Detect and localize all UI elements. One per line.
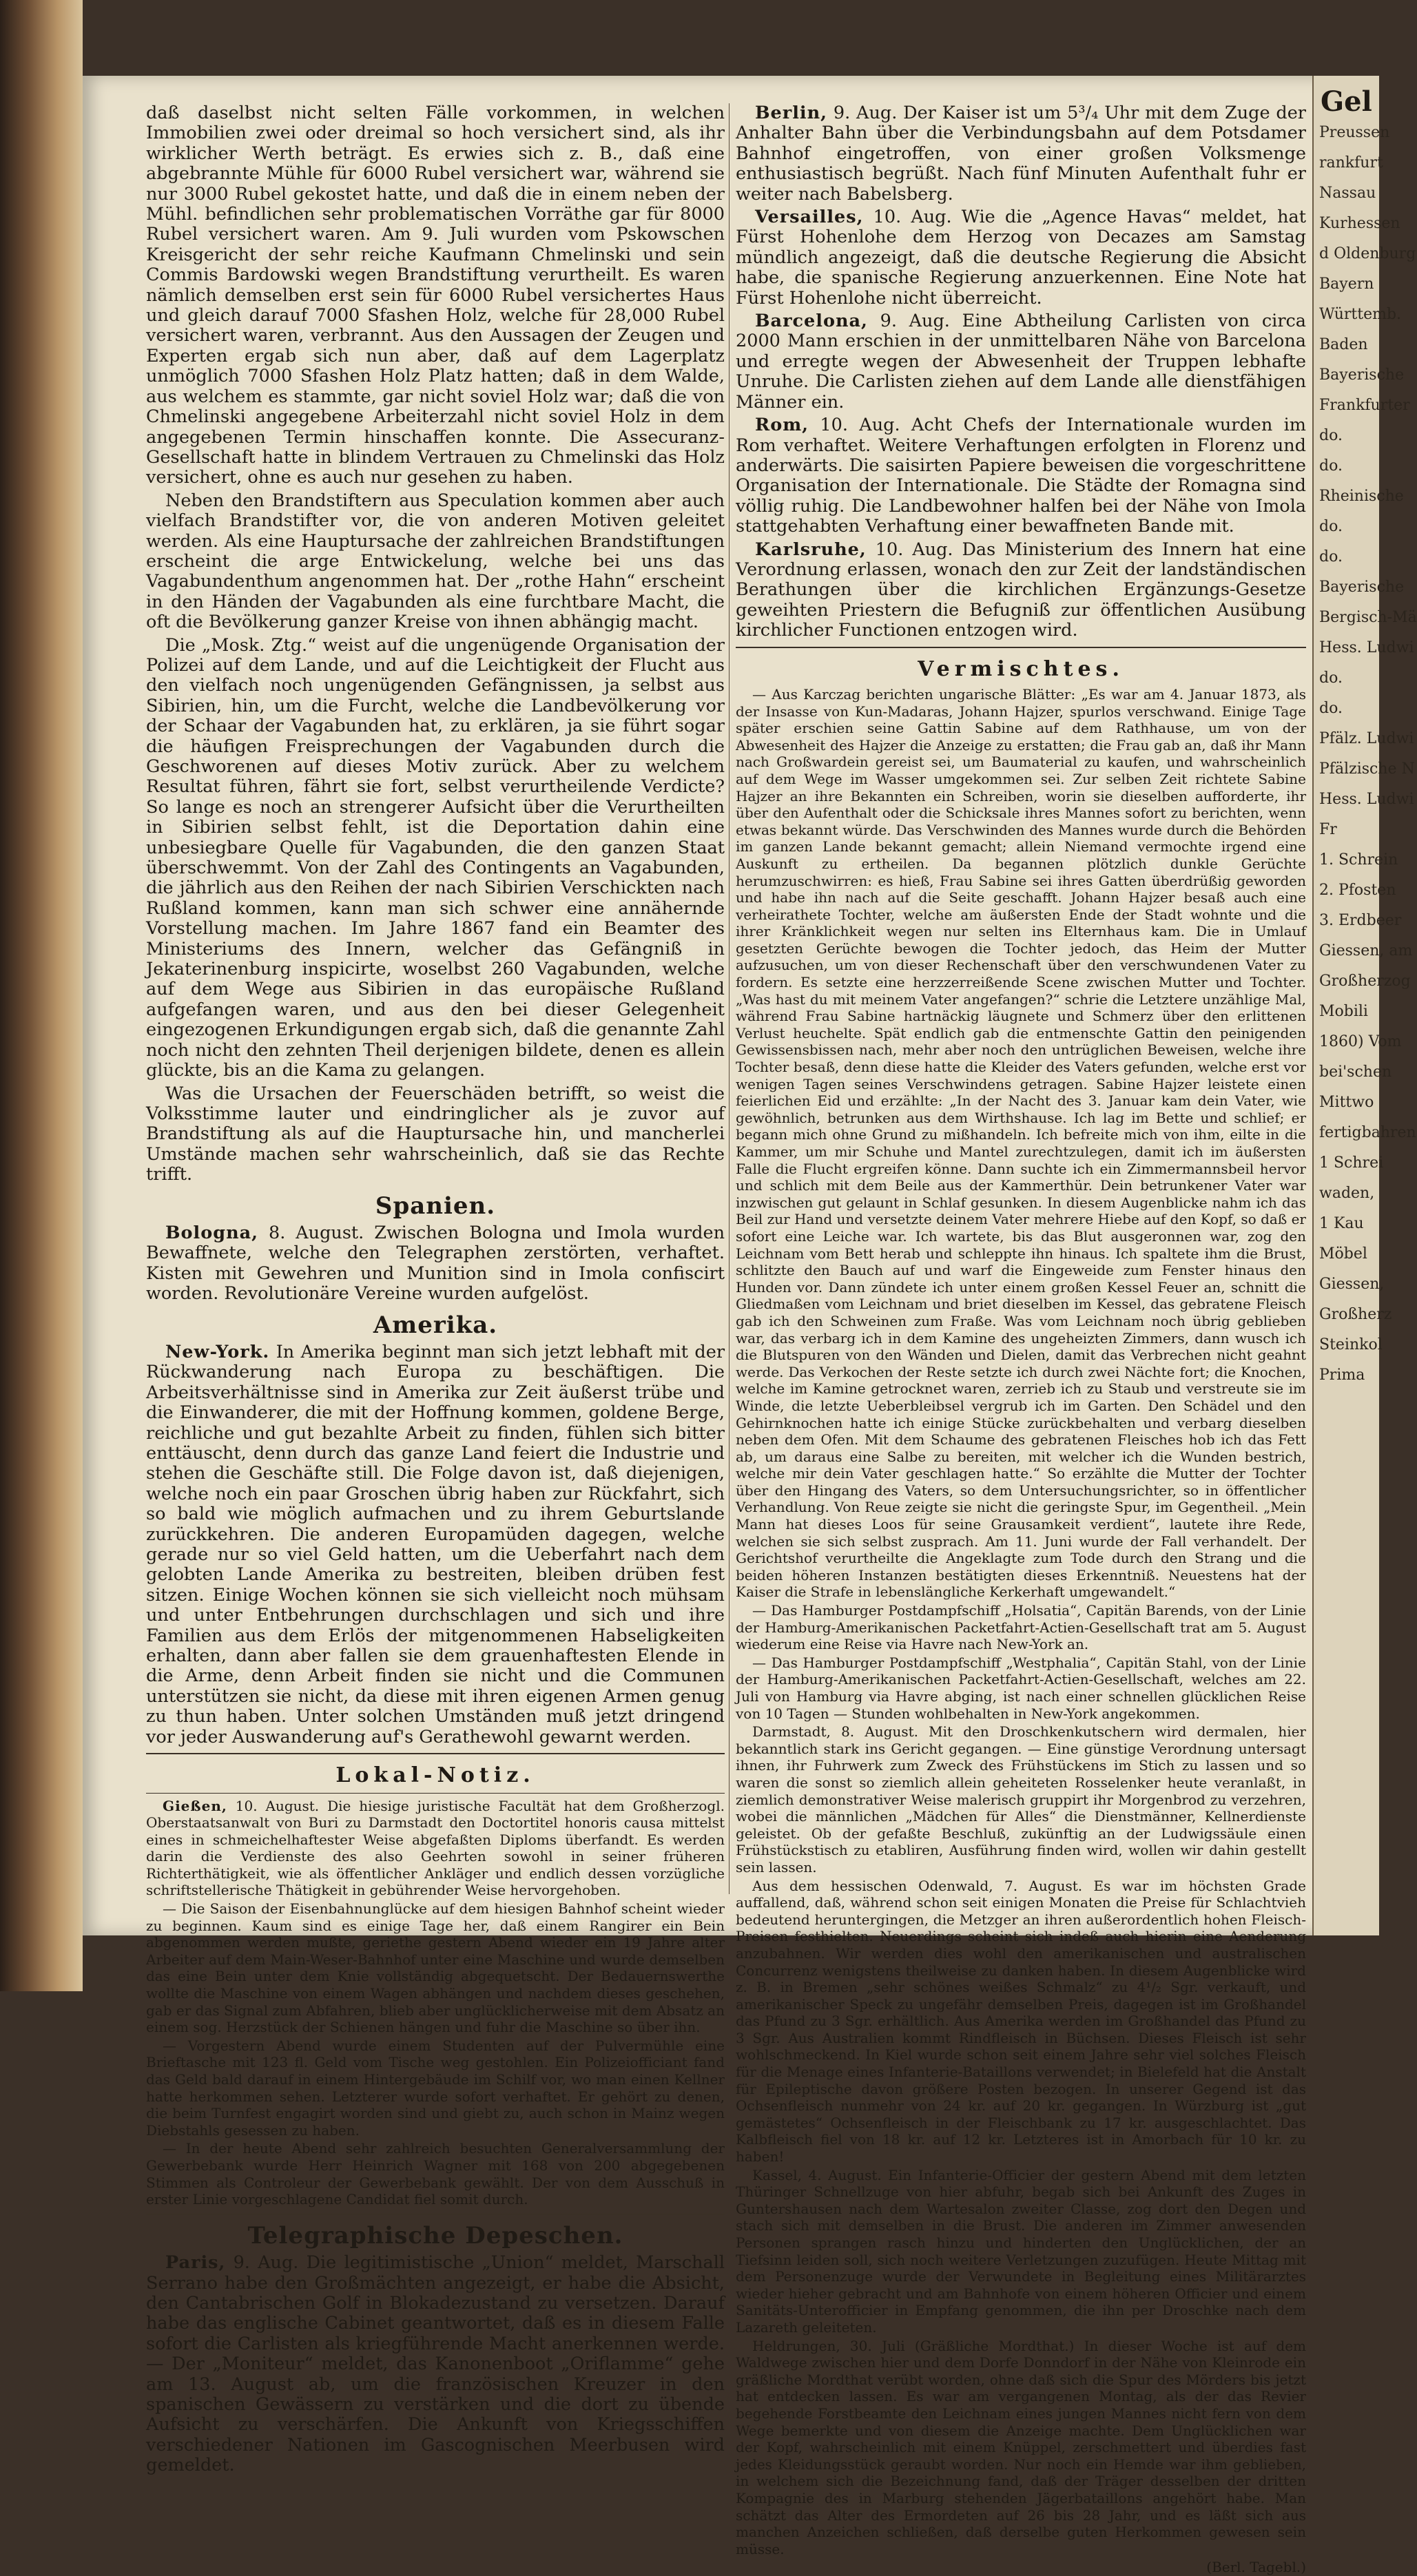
column-divider bbox=[729, 103, 730, 1894]
news-text: 10. Aug. Wie die „Agence Havas“ meldet, hat Fürst Hohenlohe dem Herzog von Decazes am Samstag mündlich angezeigt, daß die deutsche Regierung die Absicht habe, die spanische Regierung anzuerkennen. Eine Note hat Fürst Hohenlohe nicht überreicht. bbox=[736, 207, 1307, 309]
dateline-place: Versailles, bbox=[755, 207, 864, 228]
dateline-place: New-York. bbox=[165, 1341, 270, 1362]
news-text: 9. Aug. Eine Abtheilung Carlisten von circa 2000 Mann erschien in der unmittelbaren Nähe von Barcelona und erregte wegen der Abwesenheit der Truppen lebhafte Unruhe. Die Carlisten ziehen auf dem Lande alle dienstfähigen Männer ein. bbox=[736, 311, 1306, 413]
news-text: Aus dem hessischen Odenwald, 7. August. Es war im höchsten Grade auffallend, daß, während schon seit einigen Monaten die Preise für Schlachtvieh bedeutend heruntergingen, die Metzger an ihren außerordentlich hohen Fleisch-Preisen festhielten. Neuerdings scheint sich indeß auch hierin eine Aenderung anzubahnen. Wir werden dies wohl den amerikanischen und australischen Concurrenz wenigstens theilweise zu danken haben. In diesem Augenblicke wird z. B. in Bremen „sehr schönes weißes Schmalz“ zu 4¹/₂ Sgr. verkauft, und amerikanischer Speck zu ungefähr demselben Preis, dagegen ist im Großhandel das Pfund zu 3 Sgr. erhältlich. Aus Amerika werden im Großhandel das Pfund zu 3 Sgr. Aus Australien kommt Rindfleisch in Büchsen. Dieses Fleisch ist sehr wohlschmeckend. In Kiel wurde schon seit einem Jahre sehr viel solches Fleisch für die Menage eines Infanterie-Bataillons verwendet; in Bielefeld hat die Anstalt für Epileptische davon größere Posten bezogen. In unserer Gegend ist das Ochsenfleisch nunmehr von 24 kr. auf 20 kr. gegangen. In Würzburg ist „gut gemästetes“ Ochsenfleisch in der Fleischbank zu 17 kr. ausgeschlachtet. Das Kalbfleisch fiel von 18 kr. auf 12 kr. Letzteres ist in Amorbach für 10 kr. zu haben! bbox=[736, 1877, 1306, 2165]
edge-text-line: 1. Schrein bbox=[1319, 851, 1398, 869]
edge-text-line: Mobili bbox=[1319, 1003, 1368, 1020]
dateline-place: Berlin, bbox=[755, 103, 828, 123]
edge-text-line: do. bbox=[1319, 427, 1343, 444]
edge-text-line: Großherzog bbox=[1319, 973, 1411, 990]
news-text: — In der heute Abend sehr zahlreich besuchten Generalversammlung der Gewerbebank wurde Herr Heinrich Wagner mit 168 von 200 abgegebenen Stimmen als Controleur der Gewerbebank gewählt. Der von dem Ausschuß in erster Linie vorgeschlagene Candidat fiel somit durch. bbox=[146, 2140, 725, 2208]
edge-text-line: waden, bbox=[1319, 1185, 1375, 1202]
edge-text-list bbox=[1314, 118, 1417, 1391]
edge-text-line: Mittwo bbox=[1319, 1094, 1374, 1111]
edge-text-line: d Oldenburg bbox=[1319, 245, 1416, 262]
edge-text-line: Möbel bbox=[1319, 1245, 1367, 1263]
edge-text-line: fertigbahren bbox=[1319, 1124, 1416, 1141]
edge-text-line: Bayern bbox=[1319, 276, 1374, 293]
dateline-place: Paris, bbox=[165, 2252, 226, 2274]
edge-text-line: Baden bbox=[1319, 336, 1368, 353]
news-text: 10. Aug. Das Ministerium des Innern hat eine Verordnung erlassen, wonach den zur Zeit der landständischen Berathungen über die kirchlichen Ergänzungs-Gesetze geweihten Priestern die Befugniß zur öffentlichen Ausübung kirchlicher Functionen entzogen wird. bbox=[736, 539, 1306, 641]
news-text: Kassel, 4. August. Ein Infanterie-Officier der gestern Abend mit dem letzten Thüringer Schnellzuge von hier abfuhr, begab sich bei Ankunft des Zuges in Guntershausen nach dem Wartesalon zweiter Classe, zog dort den Degen und stach sich mit demselben in die Brust. Die anderen im Zimmer anwesenden Personen sprangen rasch hinzu und hinderten den Unglücklichen, der an Tiefsinn leiden soll, sich noch weitere Verletzungen zuzufügen. Heute Mittag mit dem Personenzuge wurde der Verwundete in Begleitung eines Militärarztes wieder hieher gebracht und am Bahnhofe von einem höheren Officier und einem Sanitäts-Unterofficier in Empfang genommen, die ihn per Droschke nach dem Lazareth geleiteten. bbox=[736, 2166, 1306, 2336]
dateline-place: Karlsruhe, bbox=[755, 539, 867, 560]
section-heading-spanien: Spanien. bbox=[375, 1192, 496, 1220]
article-paragraph: daß daselbst nicht selten Fälle vorkommen, in welchen Immobilien zwei oder dreimal so hoch versichert sind, als ihr wirklicher Werth beträgt. Es erwies sich z. B., daß eine abgebrannte Mühle für 6000 Rubel versichert war, während sie nur 3000 Rubel gekostet hatte, und daß die in einem neben der Mühl. befindlichen sehr problematischen Vorräthe gar für 8000 Rubel versichert waren. Am 9. Juli wurden vom Pskowschen Kreisgericht der sehr reiche Kaufmann Chmelinski und sein Commis Bardowski wegen Brandstiftung verurtheilt. Es waren nämlich demselben erst sein für 6000 Rubel versichertes Haus und gleich darauf 7000 Sfashen Holz, welche für 28,000 Rubel versichert waren, verbrannt. Aus den Aussagen der Zeugen und Experten ergab sich nun aber, daß auf dem Lagerplatz unmöglich 7000 Sfashen Holz Platz hatten; daß in dem Walde, aus welchem es stammte, gar nicht soviel Holz war; daß die von Chmelinski angegebene Arbeiterzahl nicht soviel Holz in dem angegebenen Termin hinschaffen konnte. Die Assecuranz-Gesellschaft hatte in blindem Vertrauen zu Chmelinski das Holz versichert, ohne es auch nur gesehen zu haben. bbox=[146, 103, 725, 488]
edge-text-line: do. bbox=[1319, 700, 1343, 717]
edge-text-line: 3. Erdbeer bbox=[1319, 912, 1402, 929]
section-rule bbox=[146, 2214, 725, 2215]
edge-text-line: bei'schen bbox=[1319, 1063, 1392, 1081]
edge-text-line: Prima bbox=[1319, 1367, 1365, 1384]
edge-text-line: Steinkol bbox=[1319, 1336, 1383, 1353]
book-spine bbox=[0, 0, 83, 1991]
adjacent-page-edge bbox=[1312, 76, 1417, 1935]
news-text: 8. August. Zwischen Bologna und Imola wurden Bewaffnete, welche den Telegraphen zerstörten, verhaftet. Kisten mit Gewehren und Munition sind in Imola confiscirt worden. Revolutionäre Vereine wurden aufgelöst. bbox=[146, 1222, 725, 1305]
section-rule bbox=[146, 1793, 725, 1794]
section-heading-amerika: Amerika. bbox=[373, 1311, 498, 1339]
edge-text-line: do. bbox=[1319, 548, 1343, 565]
edge-text-line: do. bbox=[1319, 669, 1343, 687]
news-text: 9. Aug. Der Kaiser ist um 5³/₄ Uhr mit dem Zuge der Anhalter Bahn über die Verbindungsbahn auf dem Potsdamer Bahnhof eingetroffen, von einer großen Volksmenge enthusiastisch begrüßt. Nach fünf Minuten Aufenthalt fuhr er weiter nach Babelsberg. bbox=[736, 103, 1306, 205]
edge-text-line: Hess. Ludwi bbox=[1319, 791, 1414, 808]
source-credit: (Berl. Tagebl.) bbox=[1206, 2559, 1306, 2576]
news-text: — Das Hamburger Postdampfschiff „Holsatia“, Capitän Barends, von der Linie der Hamburg-Amerikanischen Packetfahrt-Actien-Gesellschaft trat am 5. August wiederum eine Reise via Havre nach New-York an. bbox=[736, 1602, 1306, 1653]
news-text: — Das Hamburger Postdampfschiff „Westphalia“, Capitän Stahl, von der Linie der Hamburg-Amerikanischen Packetfahrt-Actien-Gesellschaft, welches am 22. Juli von Hamburg via Havre abging, ist nach einer schnellen glücklichen Reise von 10 Tagen — Stunden wohlbehalten in New-York angekommen. bbox=[736, 1654, 1306, 1722]
news-text: 9. Aug. Die legitimistische „Union“ meldet, Marschall Serrano habe den Großmächten angezeigt, er habe die Absicht, den Cantabrischen Golf in Blokadezustand zu versetzen. Darauf habe das englische Cabinet geantwortet, daß es in diesem Falle sofort die Carlisten als kriegführende Macht anerkennen werde. — Der „Moniteur“ meldet, das Kanonenboot „Oriflamme“ gehe am 13. August ab, um die französischen Kreuzer in den spanischen Gewässern zu verstärken und die dort zu übende Aufsicht zu verschärfen. Die Ankunft von Kriegsschiffen verschiedener Nationen im Gascognischen Meerbusen wird gemeldet. bbox=[146, 2252, 725, 2476]
news-text: In Amerika beginnt man sich jetzt lebhaft mit der Rückwanderung nach Europa zu beschäftigen. Die Arbeitsverhältnisse sind in Amerika zur Zeit äußerst trübe und die Einwanderer, die mit der Hoffnung kommen, goldene Berge, reichliche und gut bezahlte Arbeit zu finden, fühlen sich bitter enttäuscht, denn durch das ganze Land feiert die Industrie und stehen die Geschäfte still. Die Folge davon ist, daß diejenigen, welche noch ein paar Groschen übrig haben zur Rückfahrt, sich so bald wie möglich aufmachen und zu ihrem Geburtslande zurückkehren. Die anderen Europamüden dagegen, welche gerade nur so viel Geld hatten, um die Ueberfahrt nach dem gelobten Lande Amerika zu bestreiten, bleiben drüben fest sitzen. Einige Wochen können sie sich vielleicht noch mühsam und unter Entbehrungen durchschlagen und sich und ihre Familien aus dem Erlös der mitgenommenen Habseligkeiten erhalten, dann aber fallen sie dem grauenhaftesten Elende in die Arme, denn Arbeit finden sie nicht und die Communen unterstützen sie nicht, da diese mit ihren eigenen Armen genug zu thun haben. Unter solchen Umständen muß jetzt dringend vor jeder Auswanderung auf's Gerathewohl gewarnt werden. bbox=[146, 1341, 725, 1747]
edge-text-line: Rheinische bbox=[1319, 488, 1404, 505]
article-paragraph: Neben den Brandstiftern aus Speculation kommen aber auch vielfach Brandstifter vor, die von anderen Motiven geleitet werden. Als eine Hauptursache der zahlreichen Brandstiftungen erscheint die arge Entwickelung, welche bei uns das Vagabundenthum angenommen hat. Der „rothe Hahn“ erscheint in den Händen der Vagabunden als eine furchtbare Macht, die oft die Bevölkerung ganzer Kreise von ihnen abhängig macht. bbox=[146, 490, 725, 633]
left-column bbox=[146, 103, 725, 2479]
section-heading-lokal: Lokal-Notiz. bbox=[335, 1763, 535, 1788]
edge-text-line: Hess. Ludwi bbox=[1319, 639, 1414, 656]
edge-text-line: Pfälz. Ludwi bbox=[1319, 730, 1414, 747]
edge-text-line: Großherz bbox=[1319, 1306, 1392, 1323]
news-text: — Aus Karczag berichten ungarische Blätter: „Es war am 4. Januar 1873, als der Insasse von Kun-Madaras, Johann Hajzer, spurlos verschwand. Einige Tage später erschien seine Gattin Sabine auf dem Rathhause, um von der Abwesenheit des Hajzer die Anzeige zu erstatten; die Frau gab an, daß ihr Mann nach Großwardein gereist sei, um Baumaterial zu kaufen, und wahrscheinlich auf dem Wege im Wasser umgekommen sei. Zur selben Zeit richtete Sabine Hajzer an ihre Bekannten ein Schreiben, worin sie dieselben aufforderte, ihr über den Aufenthalt oder die Schicksale ihres Mannes sofort zu berichten, wenn etwas bekannt würde. Das Verschwinden des Mannes wurde durch die Behörden im ganzen Lande bekannt gemacht; allein Niemand vermochte irgend eine Auskunft zu ertheilen. Da begannen plötzlich dunkle Gerüchte herumzuschwirren: es hieß, Frau Sabine sei ihres Gatten überdrüßig geworden und habe ihn nach auf die Seite geschafft. Johann Hajzer besaß auch eine verheirathete Tochter, welche am äußersten Ende der Stadt wohnte und die ihrer Kränklichkeit wegen nur selten ins Elternhaus kam. Die in Umlauf gesetzten Gerüchte bewogen die Tochter jedoch, das Heim der Mutter aufzusuchen, um von dieser Rechenschaft über den verschwundenen Vater zu fordern. Es setzte eine herzzerreißende Scene zwischen Mutter und Tochter. „Was hast du mit meinem Vater angefangen?“ schrie die Letztere unzählige Mal, während Frau Sabine hartnäckig läugnete und Schmerz über den erlittenen Verlust heuchelte. Spät endlich gab die entmenschte Gattin den peinigenden Gewissensbissen nach, mehr aber noch den untrüglichen Beweisen, welche ihre Tochter besaß, denn diese hatte die Kleider des Vaters gefunden, welche erst vor wenigen Tagen seines Verschwindens getragen. Sabine Hajzer leistete einen feierlichen Eid und erzählte: „In der Nacht des 3. Januar kam dein Vater, wie gewöhnlich, betrunken aus dem Wirthshause. Ich lag im Bette und schlief; er begann mich ohne Grund zu mißhandeln. Ich befreite mich von ihm, eilte in die Kammer, um mir Schuhe und Mantel zurechtzulegen, damit ich im äußersten Falle die Flucht ergreifen könne. Dann suchte ich ein Zimmermannsbeil hervor und schlich mit dem Beile aus der Kammerthür. Dein betrunkener Vater war inzwischen gut gelaunt in Schlaf gesunken. In diesem Augenblicke nahm ich das Beil zur Hand und versetzte deinem Vater mehrere Hiebe auf den Kopf, so daß er sofort eine Leiche war. Ich wartete, bis das Blut ausgeronnen war, zog den Leichnam vom Bett herab und schleppte ihn hinaus. Ich spaltete ihm die Brust, schlitzte den Bauch auf und warf die Eingeweide zum Fenster hinaus den Hunden vor. Dann zündete ich unter einem großen Kessel Feuer an, schnitt die Gliedmaßen vom Leichnam und briet dieselben im Kessel, das gebratene Fleisch gab ich den Schweinen zum Fraße. Was vom Leichnam noch übrig geblieben war, das verbarg ich in dem Kamine des ungeheizten Zimmers, dann wusch ich die Blutspuren von den Wänden und Dielen, damit das Verbrechen nicht geahnt werde. Das Verkochen der Reste setzte ich durch zwei Nächte fort; die Knochen, welche im Kamine getrocknet waren, zerrieb ich zu Staub und verstreute sie im Winde, die letzte Ueberbleibsel vergrub ich im Garten. Den Schädel und den Gehirnknochen hatte ich einige Stücke zurückbehalten und verbarg dieselben neben dem Ofen. Mit dem Schaume des gebratenen Fleisches hob ich das Fett ab, um daraus eine Salbe zu bereiten, mit welcher ich die Wunden bestrich, welche mir dein Vater geschlagen hatte.“ So erzählte die Mutter der Tochter über den Hingang des Vaters, so dem Untersuchungsrichter, so in öffentlicher Verhandlung. Von Reue zeigte sie nicht die geringste Spur, im Gegentheil. „Mein Mann hat dieses Loos für seine Grausamkeit verdient“, lautete ihre Rede, welchen sie sich selbst zusprach. Am 11. Juni wurde der Fall verhandelt. Der Gerichtshof verurtheilte die Angeklagte zum Tode durch den Strang und die beiden höheren Instanzen bestätigten dieses Erkenntniß. Neuestens hat der Kaiser die Strafe in lebenslängliche Kerkerhaft umgewandelt.“ bbox=[736, 685, 1306, 1601]
section-rule bbox=[146, 1753, 725, 1754]
dateline-place: Rom, bbox=[755, 415, 809, 436]
article-paragraph: Die „Mosk. Ztg.“ weist auf die ungenügende Organisation der Polizei auf dem Lande, und auf die Leichtigkeit der Flucht aus den vielfach noch ungenügenden Gefängnissen, ja selbst aus Sibirien, hin, um die Furcht, welche die Landbevölkerung vor der Schaar der Vagabunden hat, zu erklären, ja sie führt sogar die häufigen Freisprechungen der Vagabunden durch die Geschworenen auf dieses Motiv zurück. Aber zu welchem Resultat führen, fährt sie fort, selbst verurtheilende Verdicte? So lange es noch an strengerer Aufsicht über die Verurtheilten in Sibirien selbst fehlt, ist die Deportation dahin eine unbesiegbare Quelle für Vagabunden, die den ganzen Staat überschwemmt. Von der Zahl des Contingents an Vagabunden, die jährlich aus den Reihen der nach Sibirien Verschickten nach Rußland kommen, kann man sich schwer eine annähernde Vorstellung machen. Im Jahre 1867 fand ein Beamter des Ministeriums des Innern, welcher das Gefängniß in Jekaterinenburg inspicirte, woselbst 260 Vagabunden, welche auf dem Wege aus Sibirien in das europäische Rußland aufgefangen waren, und aus den bei dieser Gelegenheit eingezogenen Erkundigungen ergab sich, daß die genannte Zahl noch nicht den zehnten Theil derjenigen bildete, denen es allein glückte, bis an die Kama zu gelangen. bbox=[146, 634, 725, 1081]
edge-text-line: Kurhessen bbox=[1319, 215, 1400, 232]
news-text: 10. Aug. Acht Chefs der Internationale wurden im Rom verhaftet. Weitere Verhaftungen erfolgten in Florenz und anderwärts. Die saisirten Papiere beweisen die vorgeschrittene Organisation der Internationale. Die Städte der Romagna sind völlig ruhig. Die Landbewohner halfen bei der Nähe von Imola stattgehabten Verhaftung einer bewaffneten Bande mit. bbox=[736, 415, 1306, 537]
section-rule bbox=[736, 647, 1306, 648]
edge-text-line: Giessen, am bbox=[1319, 942, 1413, 959]
edge-text-line: Preussen bbox=[1319, 124, 1390, 141]
edge-text-line: Fr bbox=[1319, 821, 1337, 838]
edge-text-line: 2. Pfosten bbox=[1319, 882, 1396, 899]
edge-text-line: Giessen, bbox=[1319, 1276, 1385, 1293]
edge-heading: Gel bbox=[1321, 85, 1372, 118]
article-paragraph: Was die Ursachen der Feuerschäden betrifft, so weist die Volksstimme lauter und eindringlicher als je zuvor auf Brandstiftung als auf die Hauptursache hin, und mancherlei Umstände machen sehr wahrscheinlich, daß sie das Rechte trifft. bbox=[146, 1083, 725, 1185]
section-heading-vermischtes: Vermischtes. bbox=[918, 656, 1124, 681]
edge-text-line: Nassau bbox=[1319, 185, 1376, 202]
edge-text-line: Frankfurter bbox=[1319, 397, 1410, 414]
dateline-place: Bologna, bbox=[165, 1222, 259, 1243]
edge-text-line: Pfälzische N bbox=[1319, 760, 1415, 778]
edge-text-line: do. bbox=[1319, 518, 1343, 535]
edge-text-line: Bayerische bbox=[1319, 579, 1405, 596]
edge-text-line: 1 Kau bbox=[1319, 1215, 1364, 1232]
edge-text-line: 1860) Vom bbox=[1319, 1033, 1402, 1050]
edge-text-line: Bayerische bbox=[1319, 366, 1405, 384]
edge-text-line: 1 Schrei bbox=[1319, 1154, 1384, 1172]
news-text: — Die Saison der Eisenbahnunglücke auf dem hiesigen Bahnhof scheint wieder zu beginnen. Kaum sind es einige Tage her, daß einem Rangirer ein Bein abgenommen werden mußte, geriethe gestern Abend wieder ein 19 Jahre alter Arbeiter auf dem Main-Weser-Bahnhof unter eine Maschine und wurde demselben das eine Bein unter dem Knie vollständig abgequetscht. Der Bedauernswerthe wollte die Maschine von einem Wagen abhängen und nachdem dieses geschehen, gab er das Signal zum Abfahren, blieb aber unglücklicherweise mit dem Absatz an einem sog. Herzstück der Schienen hängen und fuhr die Maschine so über ihn. bbox=[146, 1900, 725, 2036]
edge-text-line: Bergisch-Mä bbox=[1319, 609, 1417, 626]
news-text: — Vorgestern Abend wurde einem Studenten auf der Pulvermühle eine Brieftasche mit 123 fl. Geld vom Tische weg gestohlen. Ein Polizeiofficiant fand das Geld bald darauf in einem Hintergebäude im Schilf vor, wo man einen Kellner hatte herkommen sehen. Letzterer wurde sofort verhaftet. Er gehört zu denen, die beim Turnfest engagirt worden sind und giebt zu, auch schon in Mainz wegen Diebstahls gesessen zu haben. bbox=[146, 2037, 725, 2139]
news-text: Heldrungen, 30. Juli (Gräßliche Mordthat.) In dieser Woche ist auf dem Waldwege zwischen hier und dem Dorfe Donndorf in der Nähe von Kleinrode ein gräßliche Mordthat verübt worden, ohne daß sich die Spur des Mörders bis jetzt hat entdecken lassen. Es war am vergangenen Montag, als der das Revier begehende Forstbeamte den Leichnam eines jungen Mannes nicht fern von dem Wege bemerkte und von diesem die Anzeige machte. Dem Unglücklichen war der Kopf, wahrscheinlich mit einem Knüppel, zerschmettert und überdies fast jedes Kleidungsstück geraubt worden. Nur noch ein Hemde war ihm geblieben, in welchem sich die Bezeichnung fand, daß der Träger desselben der dritten Kompagnie des in Marburg stehenden Jägerbataillons angehört habe. Man schätzt das Alter des Ermordeten auf 26 bis 28 Jahr, und es läßt sich aus manchen Anzeichen schließen, daß derselbe guten Herkommen gewesen sein müsse. bbox=[736, 2337, 1306, 2557]
news-text: 10. August. Die hiesige juristische Facultät hat dem Großherzogl. Oberstaatsanwalt von Buri zu Darmstadt den Doctortitel honoris causa mittelst eines in schmeichelhaftester Weise abgefaßten Diploms überfandt. Es werden darin die Verdienste des also Geehrten sowohl in seiner früheren Richterthätigkeit, wie als öffentlicher Ankläger und endlich dessen vorzügliche schriftstellerische Thätigkeit in gebührender Weise hervorgehoben. bbox=[146, 1797, 725, 1899]
news-text: Darmstadt, 8. August. Mit den Droschkenkutschern wird dermalen, hier bekanntlich stark ins Gericht gegangen. — Eine günstige Verordnung untersagt ihnen, ihr Fuhrwerk zum Zweck des Frühstückens im Stich zu lassen und so waren die sonst so ziemlich allein geheiteten Rosselenker heute veranlaßt, in ziemlich demonstrativer Weise malerisch gruppirt ihr Morgenbrod zu verzehren, wobei die männlichen „Mädchen für Alles“ die Dienstmänner, Kellnerdienste geleistet. Ob der gefaßte Beschluß, zukünftig an der Ludwigssäule einen Frühstückstisch zu etabliren, Ausführung finden wird, wollen wir dahin gestellt sein lassen. bbox=[736, 1723, 1306, 1876]
section-heading-telegraphische: Telegraphische Depeschen. bbox=[247, 2221, 623, 2250]
dateline-place: Barcelona, bbox=[755, 311, 868, 332]
edge-text-line: do. bbox=[1319, 457, 1343, 475]
vermischtes-block bbox=[736, 686, 1306, 2576]
right-column bbox=[736, 103, 1306, 2576]
edge-text-line: Württemb. bbox=[1319, 306, 1402, 323]
lokal-notiz-block bbox=[146, 1798, 725, 2208]
dateline-place: Gießen, bbox=[163, 1797, 227, 1814]
edge-text-line: rankfurt bbox=[1319, 154, 1383, 172]
